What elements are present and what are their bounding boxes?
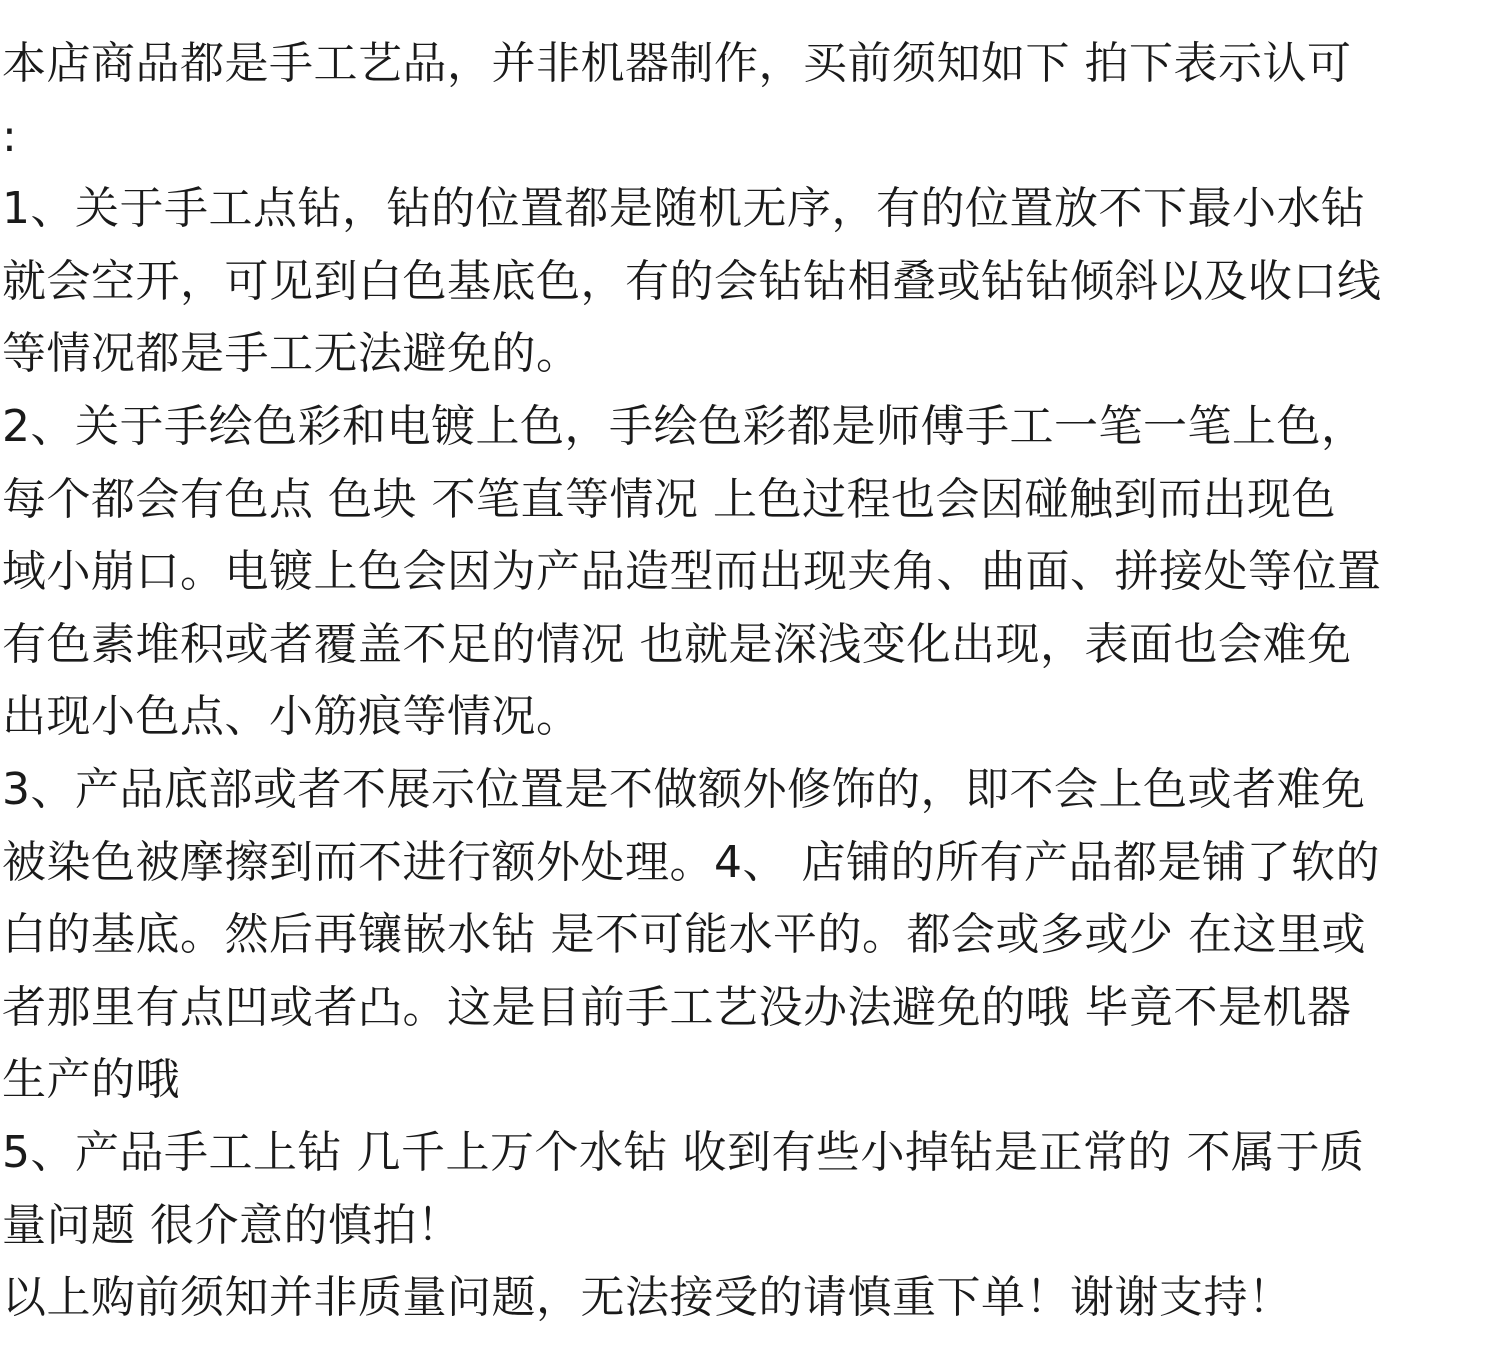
purchase-notice	[2, 28, 1498, 1335]
notice-line: 以上购前须知并非质量问题，无法接受的请慎重下单！谢谢支持！	[2, 1272, 1293, 1324]
notice-line: 2、关于手绘色彩和电镀上色，手绘色彩都是师傅手工一笔一笔上色，	[2, 400, 1366, 452]
notice-line: 有色素堆积或者覆盖不足的情况 也就是深浅变化出现，表面也会难免	[2, 618, 1352, 670]
notice-line: 1、关于手工点钻，钻的位置都是随机无序，有的位置放不下最小水钻	[2, 183, 1366, 235]
notice-line: 生产的哦	[2, 1054, 180, 1106]
notice-line: 被染色被摩擦到而不进行额外处理。4、 店铺的所有产品都是铺了软的	[2, 836, 1380, 888]
notice-line: 就会空开，可见到白色基底色，有的会钻钻相叠或钻钻倾斜以及收口线	[2, 255, 1382, 307]
notice-line: 本店商品都是手工艺品，并非机器制作，买前须知如下 拍下表示认可	[2, 38, 1352, 89]
notice-line: 等情况都是手工无法避免的。	[2, 328, 581, 380]
notice-line: :	[2, 110, 18, 162]
notice-line: 域小崩口。电镀上色会因为产品造型而出现夹角、曲面、拼接处等位置	[2, 546, 1382, 598]
notice-line: 每个都会有色点 色块 不笔直等情况 上色过程也会因碰触到而出现色	[2, 473, 1336, 525]
notice-line: 白的基底。然后再镶嵌水钻 是不可能水平的。都会或多或少 在这里或	[2, 909, 1366, 961]
notice-line: 3、产品底部或者不展示位置是不做额外修饰的，即不会上色或者难免	[2, 763, 1366, 815]
notice-line: 量问题 很介意的慎拍！	[2, 1199, 462, 1251]
notice-line: 者那里有点凹或者凸。这是目前手工艺没办法避免的哦 毕竟不是机器	[2, 981, 1352, 1033]
notice-line: 出现小色点、小筋痕等情况。	[2, 691, 581, 743]
notice-line: 5、产品手工上钻 几千上万个水钻 收到有些小掉钻是正常的 不属于质	[2, 1126, 1365, 1178]
